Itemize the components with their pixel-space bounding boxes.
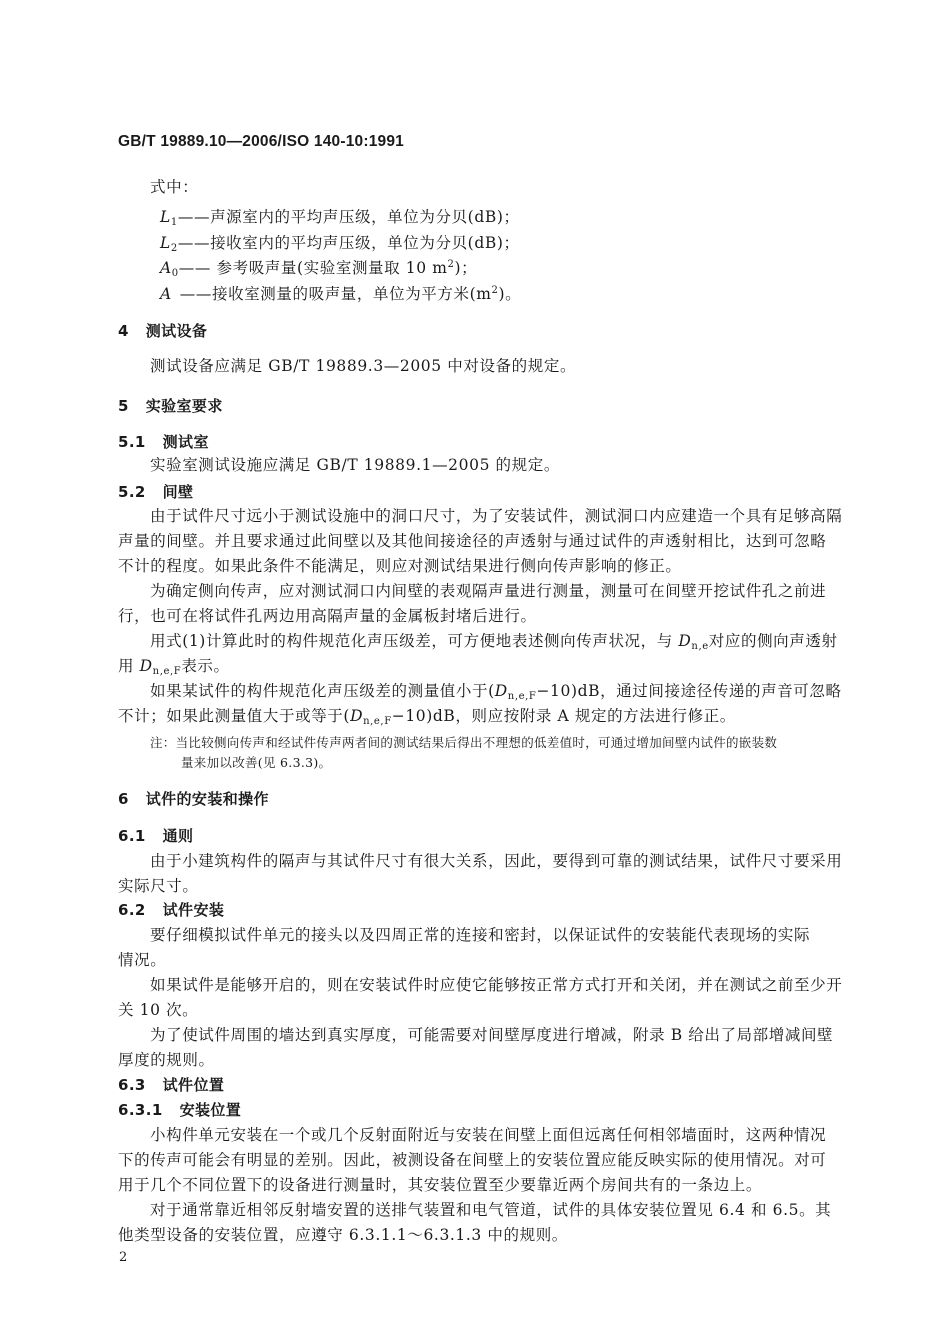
section-5-heading <box>118 396 223 416</box>
def-subscript: 2 <box>170 243 178 254</box>
section-number: 6.3.1 <box>118 1101 163 1119</box>
def-symbol: L <box>160 208 171 226</box>
paragraph-line: 他类型设备的安装位置，应遵守 6.3.1.1～6.3.1.3 中的规则。 <box>118 1226 568 1244</box>
math-symbol: D <box>678 632 692 650</box>
text-run: 用 <box>118 657 140 675</box>
text-run: 表示。 <box>181 657 230 675</box>
section-4-heading <box>118 321 207 341</box>
standard-header: GB/T 19889.10—2006/ISO 140-10:1991 <box>118 133 404 150</box>
def-l1 <box>160 207 520 227</box>
paragraph-line: 由于小建筑构件的隔声与其试件尺寸有很大关系，因此，要得到可靠的测试结果，试件尺寸要采用 <box>150 852 843 870</box>
section-6-3-heading <box>118 1075 224 1095</box>
paragraph-line: 厚度的规则。 <box>118 1051 215 1069</box>
paragraph-line: 用于几个不同位置下的设备进行测量时，其安装位置至少要靠近两个房间共有的一条边上。 <box>118 1176 763 1194</box>
section-number: 4 <box>118 322 129 340</box>
def-a0 <box>160 258 477 278</box>
section-6-heading <box>118 789 269 809</box>
def-text: —— 参考吸声量(实验室测量取 10 m <box>178 259 448 277</box>
paragraph-line: 要仔细模拟试件单元的接头以及四周正常的连接和密封，以保证试件的安装能代表现场的实际 <box>150 926 811 944</box>
section-title: 实验室要求 <box>145 397 223 415</box>
paragraph-line: 不计的程度。如果此条件不能满足，则应对测试结果进行侧向传声影响的修正。 <box>118 557 682 575</box>
def-tail: )。 <box>498 285 522 303</box>
section-number: 6.1 <box>118 827 146 845</box>
section-6-3-1-heading <box>118 1100 241 1120</box>
section-number: 6.3 <box>118 1076 146 1094</box>
def-symbol: A <box>160 285 172 303</box>
page-number: 2 <box>119 1250 128 1265</box>
paragraph-line: 由于试件尺寸远小于测试设施中的洞口尺寸，为了安装试件，测试洞口内应建造一个具有足够高隔 <box>150 507 843 525</box>
paragraph-line: 如果试件是能够开启的，则在安装试件时应使它能够按正常方式打开和关闭，并在测试之前至少开 <box>150 976 843 994</box>
paragraph-line: 关 10 次。 <box>118 1001 199 1019</box>
paragraph-line: 情况。 <box>118 951 167 969</box>
def-superscript: 2 <box>447 259 455 270</box>
paragraph-line: 下的传声可能会有明显的差别。因此，被测设备在间壁上的安装位置应能反映实际的使用情况。对可 <box>118 1151 827 1169</box>
section-number: 6 <box>118 790 129 808</box>
math-subscript: n,e,F <box>363 716 392 727</box>
note-line: 注：当比较侧向传声和经试件传声两者间的测试结果后得出不理想的低差值时，可通过增加间壁内试件的嵌装数 <box>150 735 778 750</box>
text-run: 对应的侧向声透射 <box>708 632 838 650</box>
section-title: 试件安装 <box>162 901 225 919</box>
math-subscript: n,e <box>691 641 709 652</box>
paragraph-line: 对于通常靠近相邻反射墙安置的送排气装置和电气管道，试件的具体安装位置见 6.4 和 6.5。其 <box>150 1201 832 1219</box>
section-title: 间壁 <box>162 483 194 501</box>
paragraph-line: 声量的间壁。并且要求通过此间壁以及其他间接途径的声透射与通过试件的声透射相比，达到可忽略 <box>118 532 827 550</box>
math-symbol: D <box>350 707 364 725</box>
math-symbol: D <box>139 657 153 675</box>
section-number: 6.2 <box>118 901 146 919</box>
paragraph-line: 行，也可在将试件孔两边用高隔声量的金属板封堵后进行。 <box>118 607 537 625</box>
math-subscript: n,e,F <box>507 691 537 702</box>
math-subscript: n,e,F <box>152 666 182 677</box>
paragraph-line: 为了使试件周围的墙达到真实厚度，可能需要对间壁厚度进行增减，附录 B 给出了局部增减间壁 <box>150 1026 834 1044</box>
def-l2 <box>160 233 520 253</box>
def-tail: )； <box>454 259 478 277</box>
def-a <box>160 284 521 304</box>
paragraph-line <box>150 681 842 701</box>
section-title: 试件位置 <box>162 1076 225 1094</box>
note-line: 量来加以改善(见 6.3.3)。 <box>181 755 332 770</box>
text-run: 不计；如果此测量值大于或等于( <box>118 707 351 725</box>
section-5-1-heading <box>118 432 209 452</box>
section-number: 5.2 <box>118 483 146 501</box>
paragraph-line: 为确定侧向传声，应对测试洞口内间壁的表观隔声量进行测量，测量可在间壁开挖试件孔之前进 <box>150 582 827 600</box>
section-5-1-paragraph: 实验室测试设施应满足 GB/T 19889.1—2005 的规定。 <box>150 456 560 474</box>
section-4-paragraph: 测试设备应满足 GB/T 19889.3—2005 中对设备的规定。 <box>150 357 577 375</box>
section-title: 测试设备 <box>145 322 208 340</box>
text-run: −10)dB，则应按附录 A 规定的方法进行修正。 <box>391 707 736 725</box>
paragraph-line <box>118 656 230 676</box>
section-6-1-heading <box>118 826 193 846</box>
paragraph-line: 实际尺寸。 <box>118 877 199 895</box>
text-run: 用式(1)计算此时的构件规范化声压级差，可方便地表述侧向传声状况，与 <box>150 632 679 650</box>
math-symbol: D <box>494 682 508 700</box>
text-run: −10)dB，通过间接途径传递的声音可忽略 <box>536 682 842 700</box>
formula-intro: 式中： <box>150 178 199 196</box>
def-superscript: 2 <box>491 285 499 296</box>
def-symbol: A <box>160 259 172 277</box>
section-title: 测试室 <box>162 433 209 451</box>
paragraph-line <box>118 706 736 726</box>
def-text: ——声源室内的平均声压级，单位为分贝(dB)； <box>177 208 520 226</box>
paragraph-line <box>150 631 838 651</box>
def-text: ——接收室内的平均声压级，单位为分贝(dB)； <box>177 234 520 252</box>
paragraph-line: 小构件单元安装在一个或几个反射面附近与安装在间壁上面但远离任何相邻墙面时，这两种情况 <box>150 1126 827 1144</box>
text-run: 如果某试件的构件规范化声压级差的测量值小于( <box>150 682 495 700</box>
section-title: 通则 <box>162 827 194 845</box>
def-subscript: 0 <box>171 268 179 279</box>
section-title: 试件的安装和操作 <box>145 790 269 808</box>
section-number: 5.1 <box>118 433 146 451</box>
def-text: ——接收室测量的吸声量，单位为平方米(m <box>179 285 492 303</box>
def-subscript: 1 <box>170 217 178 228</box>
section-6-2-heading <box>118 900 224 920</box>
def-symbol: L <box>160 234 171 252</box>
section-5-2-heading <box>118 482 193 502</box>
section-title: 安装位置 <box>179 1101 242 1119</box>
section-number: 5 <box>118 397 129 415</box>
